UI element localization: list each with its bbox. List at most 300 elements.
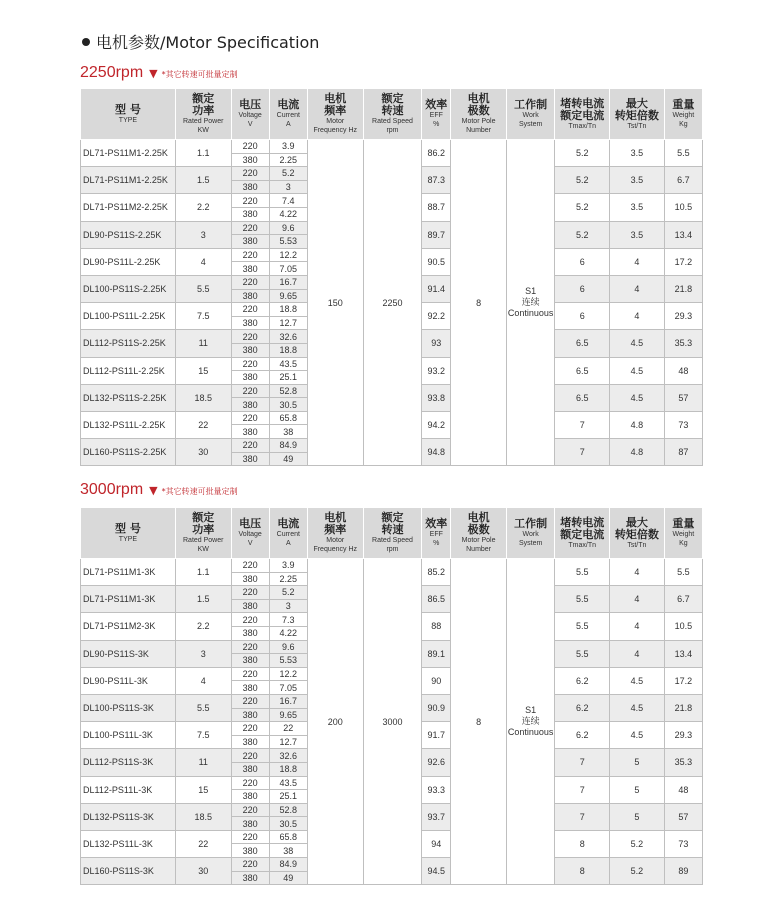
header-en-label: Kg <box>679 121 688 128</box>
tst-cell: 4 <box>610 275 665 302</box>
header-en-label: Rated Speed <box>372 537 413 544</box>
voltage-cell: 380 <box>231 235 269 249</box>
weight-cell: 89 <box>664 858 702 885</box>
current-cell: 25.1 <box>269 371 307 385</box>
current-cell: 9.6 <box>269 640 307 654</box>
tst-cell: 5 <box>610 776 665 803</box>
header-current <box>269 508 307 559</box>
section-title-3000 <box>80 481 238 499</box>
voltage-cell: 380 <box>231 289 269 303</box>
voltage-cell: 220 <box>231 194 269 208</box>
header-cn-label: 电机 <box>324 511 347 524</box>
header-cn-label: 电压 <box>239 98 262 111</box>
weight-cell: 21.8 <box>664 694 702 721</box>
section-title-2250 <box>80 64 238 82</box>
current-cell: 18.8 <box>269 762 307 776</box>
voltage-cell: 380 <box>231 316 269 330</box>
current-cell: 22 <box>269 722 307 736</box>
header-cn-label: 极数 <box>467 104 490 117</box>
weight-cell: 73 <box>664 411 702 438</box>
header-eff <box>422 89 451 140</box>
voltage-cell: 220 <box>231 776 269 790</box>
power-cell: 15 <box>175 776 231 803</box>
voltage-cell: 220 <box>231 694 269 708</box>
header-en-label: Motor <box>326 537 345 544</box>
model-cell: DL112-PS11L-3K <box>81 776 176 803</box>
power-cell: 4 <box>175 248 231 275</box>
voltage-cell: 380 <box>231 626 269 640</box>
voltage-cell: 380 <box>231 343 269 357</box>
current-cell: 25.1 <box>269 790 307 804</box>
tmax-cell: 6.5 <box>555 384 610 411</box>
cell-line: Continuous <box>507 308 554 319</box>
power-cell: 2.2 <box>175 194 231 221</box>
voltage-cell: 380 <box>231 425 269 439</box>
header-cn-label: 电机 <box>324 92 347 105</box>
header-en-label: Number <box>466 546 492 553</box>
tst-cell: 4 <box>610 248 665 275</box>
header-en-label: Work <box>522 112 539 119</box>
current-cell: 5.53 <box>269 235 307 249</box>
cell-line: 连续 <box>521 716 540 727</box>
header-en-label: Current <box>276 531 300 538</box>
tst-cell: 3.5 <box>610 194 665 221</box>
power-cell: 1.1 <box>175 140 231 167</box>
work-system-cell <box>506 559 554 885</box>
voltage-cell: 380 <box>231 599 269 613</box>
header-en-label: Voltage <box>238 531 262 538</box>
efficiency-cell: 91.4 <box>422 275 451 302</box>
header-cn-label: 额定 <box>192 511 215 524</box>
power-cell: 1.5 <box>175 586 231 613</box>
tmax-cell: 5.5 <box>555 613 610 640</box>
current-cell: 7.05 <box>269 681 307 695</box>
header-cn-label: 型 号 <box>115 521 141 535</box>
table-header <box>81 89 703 140</box>
tmax-cell: 5.2 <box>555 140 610 167</box>
efficiency-cell: 90.9 <box>422 694 451 721</box>
header-cn-label: 电机 <box>467 92 490 105</box>
current-cell: 52.8 <box>269 803 307 817</box>
current-cell: 65.8 <box>269 411 307 425</box>
current-cell: 2.25 <box>269 572 307 586</box>
header-tmax <box>555 508 610 559</box>
tst-cell: 4.5 <box>610 330 665 357</box>
tmax-cell: 5.2 <box>555 194 610 221</box>
section-note: *其它转速可批量定制 <box>161 487 238 496</box>
current-cell: 38 <box>269 425 307 439</box>
current-cell: 65.8 <box>269 830 307 844</box>
section-rpm-label: 2250rpm <box>80 64 144 81</box>
weight-cell: 6.7 <box>664 167 702 194</box>
tst-cell: 3.5 <box>610 167 665 194</box>
current-cell: 12.2 <box>269 248 307 262</box>
header-en-label: TYPE <box>118 116 138 124</box>
tmax-cell: 7 <box>555 803 610 830</box>
tst-cell: 4.8 <box>610 439 665 466</box>
header-power <box>175 89 231 140</box>
voltage-cell: 380 <box>231 371 269 385</box>
tmax-cell: 8 <box>555 858 610 885</box>
header-en-label: V <box>247 121 253 128</box>
poles-cell: 8 <box>451 559 507 885</box>
table-row <box>81 140 703 154</box>
weight-cell: 10.5 <box>664 613 702 640</box>
header-en-label: Number <box>466 127 492 134</box>
header-voltage <box>231 508 269 559</box>
power-cell: 5.5 <box>175 694 231 721</box>
efficiency-cell: 94.8 <box>422 439 451 466</box>
tst-cell: 5 <box>610 803 665 830</box>
header-en-label: Weight <box>672 531 695 538</box>
efficiency-cell: 93.2 <box>422 357 451 384</box>
header-cn-label: 极数 <box>467 523 490 536</box>
header-cn-label: 最大 <box>625 96 648 110</box>
tmax-cell: 6.5 <box>555 330 610 357</box>
voltage-cell: 380 <box>231 708 269 722</box>
voltage-cell: 220 <box>231 221 269 235</box>
header-cn-label: 堵转电流 <box>560 96 605 110</box>
current-cell: 49 <box>269 871 307 885</box>
power-cell: 2.2 <box>175 613 231 640</box>
power-cell: 1.5 <box>175 167 231 194</box>
header-en-label: System <box>518 121 543 128</box>
voltage-cell: 380 <box>231 681 269 695</box>
tst-cell: 4 <box>610 586 665 613</box>
current-cell: 18.8 <box>269 303 307 317</box>
model-cell: DL112-PS11L-2.25K <box>81 357 176 384</box>
current-cell: 16.7 <box>269 275 307 289</box>
voltage-cell: 220 <box>231 667 269 681</box>
voltage-cell: 380 <box>231 735 269 749</box>
table-body <box>81 559 703 885</box>
efficiency-cell: 94.5 <box>422 858 451 885</box>
voltage-cell: 220 <box>231 586 269 600</box>
header-power <box>175 508 231 559</box>
voltage-cell: 220 <box>231 330 269 344</box>
voltage-cell: 380 <box>231 452 269 466</box>
tmax-cell: 6 <box>555 275 610 302</box>
current-cell: 18.8 <box>269 343 307 357</box>
weight-cell: 29.3 <box>664 303 702 330</box>
header-en-label: TYPE <box>118 535 138 543</box>
weight-cell: 5.5 <box>664 140 702 167</box>
model-cell: DL90-PS11S-2.25K <box>81 221 176 248</box>
efficiency-cell: 86.2 <box>422 140 451 167</box>
frequency-cell: 200 <box>307 559 363 885</box>
header-en-label: Frequency Hz <box>313 127 358 134</box>
voltage-cell: 220 <box>231 640 269 654</box>
current-cell: 12.2 <box>269 667 307 681</box>
tst-cell: 3.5 <box>610 140 665 167</box>
model-cell: DL112-PS11S-2.25K <box>81 330 176 357</box>
current-cell: 9.65 <box>269 289 307 303</box>
speed-cell: 3000 <box>363 559 422 885</box>
model-cell: DL71-PS11M2-2.25K <box>81 194 176 221</box>
power-cell: 15 <box>175 357 231 384</box>
triangle-down-icon: ▼ <box>149 484 158 497</box>
efficiency-cell: 89.1 <box>422 640 451 667</box>
model-cell: DL90-PS11L-3K <box>81 667 176 694</box>
voltage-cell: 220 <box>231 830 269 844</box>
current-cell: 9.6 <box>269 221 307 235</box>
header-cn-label: 工作制 <box>514 98 548 111</box>
current-cell: 49 <box>269 452 307 466</box>
header-cn-label: 额定 <box>381 511 404 524</box>
header-en-label: Tst/Tn <box>627 122 647 130</box>
efficiency-cell: 93 <box>422 330 451 357</box>
power-cell: 11 <box>175 749 231 776</box>
weight-cell: 57 <box>664 384 702 411</box>
current-cell: 3 <box>269 180 307 194</box>
power-cell: 3 <box>175 221 231 248</box>
current-cell: 30.5 <box>269 398 307 412</box>
current-cell: 7.4 <box>269 194 307 208</box>
header-en-label: Tst/Tn <box>627 541 647 549</box>
header-cn-label: 型 号 <box>115 102 141 116</box>
weight-cell: 48 <box>664 357 702 384</box>
efficiency-cell: 93.7 <box>422 803 451 830</box>
header-en-label: A <box>285 121 291 128</box>
header-cn-label: 功率 <box>192 104 215 117</box>
header-cn-label: 额定 <box>192 92 215 105</box>
weight-cell: 35.3 <box>664 749 702 776</box>
efficiency-cell: 88 <box>422 613 451 640</box>
header-cn-label: 功率 <box>192 523 215 536</box>
power-cell: 5.5 <box>175 275 231 302</box>
header-en-label: V <box>247 540 253 547</box>
weight-cell: 10.5 <box>664 194 702 221</box>
header-en-label: Motor Pole <box>461 537 496 544</box>
voltage-cell: 220 <box>231 275 269 289</box>
table-header <box>81 508 703 559</box>
triangle-down-icon: ▼ <box>149 67 158 80</box>
header-cn-label: 重量 <box>672 98 695 111</box>
table-row <box>81 559 703 573</box>
header-en-label: Weight <box>672 112 695 119</box>
spec-table-3000 <box>80 507 703 885</box>
tmax-cell: 6.5 <box>555 357 610 384</box>
header-cn-label: 效率 <box>425 98 448 111</box>
model-cell: DL132-PS11L-2.25K <box>81 411 176 438</box>
cell-line: S1 <box>525 286 537 297</box>
weight-cell: 6.7 <box>664 586 702 613</box>
header-en-label: Motor Pole <box>461 118 496 125</box>
tst-cell: 4.5 <box>610 694 665 721</box>
model-cell: DL90-PS11L-2.25K <box>81 248 176 275</box>
tmax-cell: 6.2 <box>555 722 610 749</box>
cell-line: Continuous <box>507 727 554 738</box>
work-system-cell <box>506 140 554 466</box>
header-en-label: % <box>433 540 440 547</box>
header-cn-label: 频率 <box>324 104 347 117</box>
tmax-cell: 5.2 <box>555 221 610 248</box>
current-cell: 84.9 <box>269 439 307 453</box>
current-cell: 30.5 <box>269 817 307 831</box>
current-cell: 5.2 <box>269 167 307 181</box>
header-cn-label: 额定电流 <box>560 527 605 541</box>
current-cell: 4.22 <box>269 207 307 221</box>
tst-cell: 4 <box>610 613 665 640</box>
voltage-cell: 220 <box>231 167 269 181</box>
current-cell: 38 <box>269 844 307 858</box>
power-cell: 22 <box>175 830 231 857</box>
current-cell: 12.7 <box>269 735 307 749</box>
header-work-system <box>506 89 554 140</box>
header-en-label: KW <box>197 127 209 134</box>
power-cell: 30 <box>175 858 231 885</box>
model-cell: DL71-PS11M2-3K <box>81 613 176 640</box>
power-cell: 7.5 <box>175 722 231 749</box>
current-cell: 3.9 <box>269 140 307 154</box>
power-cell: 1.1 <box>175 559 231 586</box>
header-cn-label: 最大 <box>625 515 648 529</box>
cell-line: 连续 <box>521 297 540 308</box>
tmax-cell: 7 <box>555 411 610 438</box>
tmax-cell: 6.2 <box>555 694 610 721</box>
model-cell: DL71-PS11M1-2.25K <box>81 167 176 194</box>
model-cell: DL132-PS11S-3K <box>81 803 176 830</box>
current-cell: 52.8 <box>269 384 307 398</box>
power-cell: 4 <box>175 667 231 694</box>
table-body <box>81 140 703 466</box>
efficiency-cell: 90 <box>422 667 451 694</box>
voltage-cell: 220 <box>231 439 269 453</box>
model-cell: DL71-PS11M1-3K <box>81 559 176 586</box>
header-eff <box>422 508 451 559</box>
page-heading-text: 电机参数/Motor Specification <box>96 33 320 52</box>
voltage-cell: 380 <box>231 871 269 885</box>
current-cell: 2.25 <box>269 153 307 167</box>
voltage-cell: 220 <box>231 749 269 763</box>
tmax-cell: 7 <box>555 776 610 803</box>
voltage-cell: 380 <box>231 398 269 412</box>
tst-cell: 5.2 <box>610 830 665 857</box>
header-en-label: Voltage <box>238 112 262 119</box>
tst-cell: 4 <box>610 559 665 586</box>
header-cn-label: 转速 <box>381 523 404 536</box>
header-row <box>81 508 703 559</box>
tmax-cell: 5.5 <box>555 640 610 667</box>
efficiency-cell: 86.5 <box>422 586 451 613</box>
header-cn-label: 电压 <box>239 517 262 530</box>
voltage-cell: 220 <box>231 357 269 371</box>
section-note: *其它转速可批量定制 <box>161 70 238 79</box>
voltage-cell: 220 <box>231 803 269 817</box>
header-type <box>81 89 176 140</box>
header-en-label: KW <box>197 546 209 553</box>
header-cn-label: 转矩倍数 <box>614 108 659 122</box>
tst-cell: 4.5 <box>610 384 665 411</box>
efficiency-cell: 92.6 <box>422 749 451 776</box>
model-cell: DL132-PS11S-2.25K <box>81 384 176 411</box>
header-en-label: EFF <box>429 112 443 119</box>
current-cell: 5.2 <box>269 586 307 600</box>
efficiency-cell: 89.7 <box>422 221 451 248</box>
header-cn-label: 堵转电流 <box>560 515 605 529</box>
weight-cell: 48 <box>664 776 702 803</box>
voltage-cell: 220 <box>231 140 269 154</box>
efficiency-cell: 94 <box>422 830 451 857</box>
header-voltage <box>231 89 269 140</box>
header-frequency <box>307 89 363 140</box>
efficiency-cell: 88.7 <box>422 194 451 221</box>
efficiency-cell: 93.8 <box>422 384 451 411</box>
power-cell: 30 <box>175 439 231 466</box>
tmax-cell: 6 <box>555 303 610 330</box>
header-work-system <box>506 508 554 559</box>
frequency-cell: 150 <box>307 140 363 466</box>
tst-cell: 4.8 <box>610 411 665 438</box>
current-cell: 12.7 <box>269 316 307 330</box>
tmax-cell: 7 <box>555 749 610 776</box>
header-poles <box>451 89 507 140</box>
current-cell: 43.5 <box>269 357 307 371</box>
header-en-label: Rated Speed <box>372 118 413 125</box>
header-en-label: Tmax/Tn <box>568 122 597 130</box>
current-cell: 84.9 <box>269 858 307 872</box>
header-en-label: Frequency Hz <box>313 546 358 553</box>
voltage-cell: 220 <box>231 613 269 627</box>
efficiency-cell: 93.3 <box>422 776 451 803</box>
header-en-label: Motor <box>326 118 345 125</box>
weight-cell: 73 <box>664 830 702 857</box>
tmax-cell: 6.2 <box>555 667 610 694</box>
page-heading <box>82 30 319 53</box>
header-cn-label: 重量 <box>672 517 695 530</box>
weight-cell: 13.4 <box>664 640 702 667</box>
model-cell: DL71-PS11M1-2.25K <box>81 140 176 167</box>
header-en-label: Work <box>522 531 539 538</box>
current-cell: 3 <box>269 599 307 613</box>
weight-cell: 21.8 <box>664 275 702 302</box>
tst-cell: 3.5 <box>610 221 665 248</box>
power-cell: 22 <box>175 411 231 438</box>
tst-cell: 4 <box>610 640 665 667</box>
header-cn-label: 转矩倍数 <box>614 527 659 541</box>
power-cell: 7.5 <box>175 303 231 330</box>
voltage-cell: 220 <box>231 858 269 872</box>
current-cell: 3.9 <box>269 559 307 573</box>
model-cell: DL100-PS11L-2.25K <box>81 303 176 330</box>
tmax-cell: 6 <box>555 248 610 275</box>
voltage-cell: 380 <box>231 207 269 221</box>
header-cn-label: 电流 <box>277 98 300 111</box>
tmax-cell: 7 <box>555 439 610 466</box>
current-cell: 32.6 <box>269 749 307 763</box>
header-cn-label: 转速 <box>381 104 404 117</box>
model-cell: DL100-PS11S-3K <box>81 694 176 721</box>
voltage-cell: 220 <box>231 722 269 736</box>
tst-cell: 4.5 <box>610 722 665 749</box>
weight-cell: 29.3 <box>664 722 702 749</box>
header-cn-label: 额定电流 <box>560 108 605 122</box>
model-cell: DL132-PS11L-3K <box>81 830 176 857</box>
header-cn-label: 效率 <box>425 517 448 530</box>
efficiency-cell: 85.2 <box>422 559 451 586</box>
efficiency-cell: 90.5 <box>422 248 451 275</box>
header-en-label: % <box>433 121 440 128</box>
voltage-cell: 380 <box>231 153 269 167</box>
speed-cell: 2250 <box>363 140 422 466</box>
voltage-cell: 380 <box>231 762 269 776</box>
power-cell: 3 <box>175 640 231 667</box>
model-cell: DL112-PS11S-3K <box>81 749 176 776</box>
weight-cell: 13.4 <box>664 221 702 248</box>
model-cell: DL160-PS11S-3K <box>81 858 176 885</box>
weight-cell: 17.2 <box>664 248 702 275</box>
header-en-label: EFF <box>429 531 443 538</box>
